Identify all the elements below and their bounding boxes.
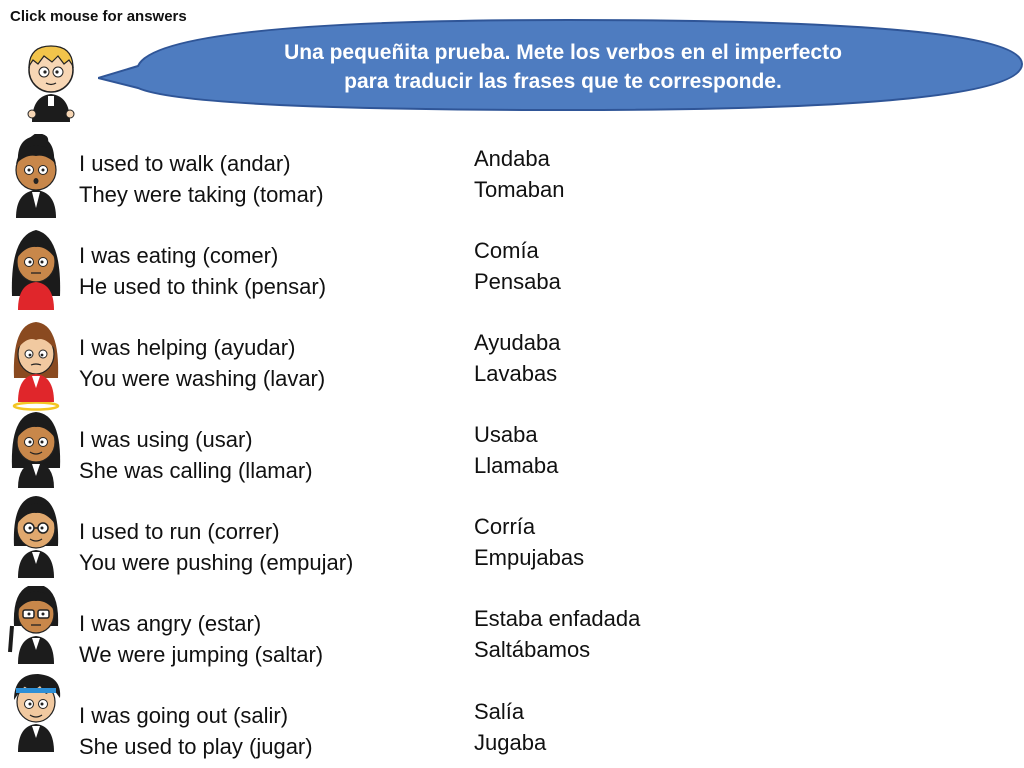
cartoon-student-3-icon [6,318,66,404]
exercise-row [0,226,1024,318]
answer-pair [474,696,546,758]
answer-pair [474,235,561,297]
bubble-line-1: Una pequeñita prueba. Mete los verbos en el imperfecto [284,41,842,64]
question-2: They were taking (tomar) [79,182,324,207]
bubble-instructions [258,38,868,96]
answer-1: Salía [474,699,525,724]
question-2: You were pushing (empujar) [79,550,354,575]
exercise-row [0,494,1024,586]
answer-1: Ayudaba [474,330,561,355]
answer-1: Corría [474,514,536,539]
question-pair [79,700,313,762]
exercise-row [0,586,1024,678]
cartoon-student-2-icon [6,226,66,312]
cartoon-student-5-icon [6,494,66,580]
answer-2: Jugaba [474,730,547,755]
exercise-row [0,672,1024,764]
answer-pair [474,419,558,481]
question-1: I was going out (salir) [79,703,289,728]
question-1: I was angry (estar) [79,611,262,636]
answer-pair [474,327,560,389]
answer-pair [474,143,565,205]
cartoon-student-6-icon [6,586,66,672]
narrator-character-icon [22,40,80,124]
question-pair [79,332,325,394]
question-2: We were jumping (saltar) [79,642,324,667]
answer-2: Llamaba [474,453,559,478]
question-pair [79,424,313,486]
question-2: She was calling (llamar) [79,458,313,483]
cartoon-student-1-icon [6,134,66,220]
exercise-row [0,134,1024,226]
answer-2: Pensaba [474,269,561,294]
answer-1: Estaba enfadada [474,606,641,631]
question-1: I used to walk (andar) [79,151,291,176]
answer-pair [474,603,640,665]
bubble-line-2: para traducir las frases que te corresponde. [344,70,782,93]
answer-1: Andaba [474,146,550,171]
cartoon-student-7-icon [6,672,66,758]
question-1: I used to run (correr) [79,519,280,544]
question-pair [79,516,353,578]
question-pair [79,608,323,670]
speech-bubble [98,16,1024,116]
question-pair [79,148,324,210]
exercise-row [0,402,1024,494]
answer-2: Empujabas [474,545,585,570]
answer-1: Comía [474,238,539,263]
question-2: You were washing (lavar) [79,366,326,391]
exercise-row [0,318,1024,410]
answer-2: Saltábamos [474,637,591,662]
question-2: She used to play (jugar) [79,734,313,759]
question-1: I was helping (ayudar) [79,335,296,360]
answer-pair [474,511,584,573]
cartoon-student-angel-icon [6,402,66,488]
answer-1: Usaba [474,422,538,447]
answer-2: Tomaban [474,177,565,202]
question-1: I was eating (comer) [79,243,279,268]
question-1: I was using (usar) [79,427,253,452]
question-pair [79,240,326,302]
click-hint[interactable]: Click mouse for answers [10,8,187,25]
question-2: He used to think (pensar) [79,274,327,299]
answer-2: Lavabas [474,361,558,386]
